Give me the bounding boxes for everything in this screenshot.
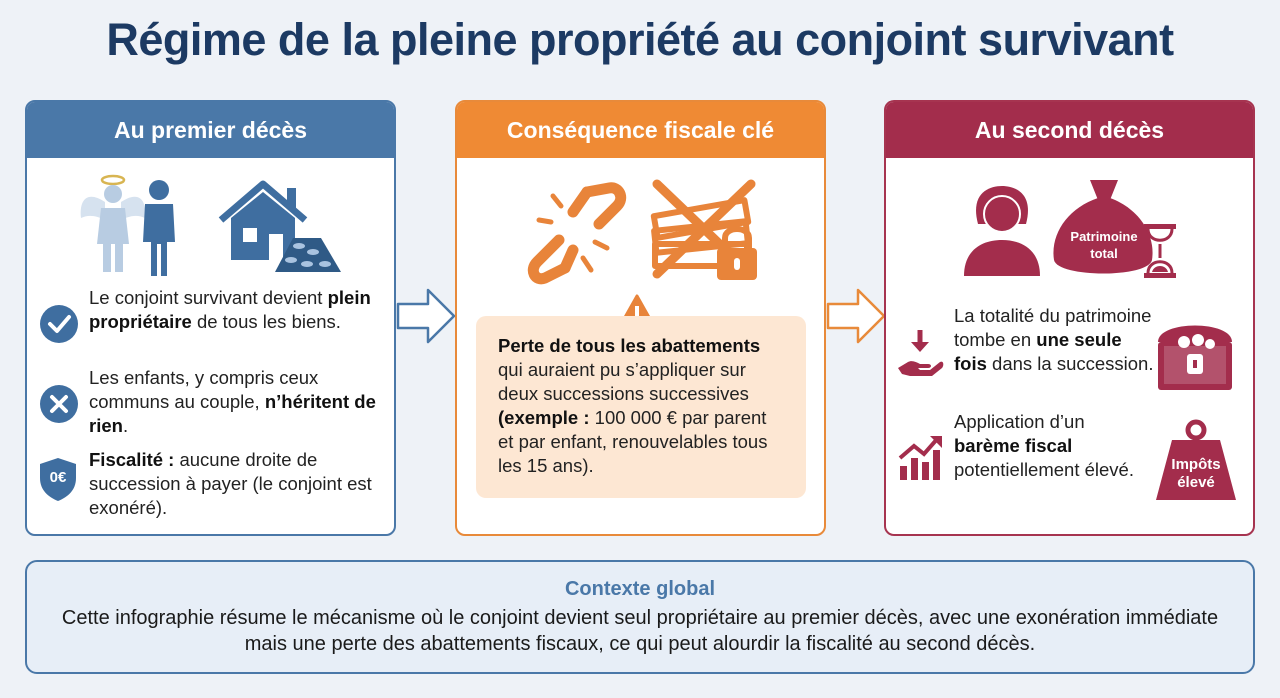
x-circle-icon [39, 384, 79, 424]
hourglass-icon [1142, 222, 1178, 280]
weight-label-2: élevé [1177, 474, 1215, 491]
page-title: Régime de la pleine propriété au conjoint survivant [106, 14, 1174, 65]
shield-label: 0€ [49, 469, 67, 486]
bag-label-2: total [1090, 246, 1118, 261]
shield-zero-euro-icon [38, 456, 78, 502]
first-death-item-3: Fiscalité : aucune droite de succession à payer (le conjoint est exonéré). [89, 449, 372, 518]
global-context-title: Contexte global [564, 578, 715, 600]
tax-warning-box [476, 316, 806, 498]
arrow-right-icon [396, 286, 458, 346]
first-death-item-2: Les enfants, y compris ceux communs au couple, n’héritent de rien. [89, 367, 376, 436]
card-first-death-header: Au premier décès [27, 102, 394, 158]
card-second-death-header: Au second décès [886, 102, 1253, 158]
global-context-text: Cette infographie résume le mécanisme où le conjoint devient seul propriétaire au premier décès, avec une exonération immédiate mais une perte des abattements fiscaux, ce qui peut alourdir la fiscalité au second décès. [61, 607, 1219, 655]
tax-warning-text: Perte de tous les abattements qui auraient pu s’appliquer sur deux successions successives (exemple : 100 000 € par parent et par enfant, renouvelables tous les 15 ans). [498, 335, 768, 476]
card-second-death [884, 100, 1255, 536]
second-death-item-2: Application d’un barème fiscal potentiellement élevé. [954, 411, 1134, 480]
hand-down-arrow-icon [896, 328, 944, 378]
weight-icon [1148, 418, 1244, 502]
woman-icon [960, 184, 1044, 278]
check-circle-icon [39, 304, 79, 344]
bar-chart-rising-icon [896, 432, 946, 482]
broken-chain-icon [513, 178, 633, 286]
global-context-box [25, 560, 1255, 674]
card-first-death [25, 100, 396, 536]
card-key-tax-consequence [455, 100, 826, 536]
card-key-tax-consequence-header: Conséquence fiscale clé [457, 102, 824, 158]
angel-couple-icon [77, 172, 197, 278]
first-death-item-1: Le conjoint survivant devient plein propriétaire de tous les biens. [89, 287, 371, 332]
house-gold-icon [217, 180, 347, 276]
crossed-money-lock-icon [647, 178, 767, 286]
arrow-right-icon [826, 286, 888, 346]
weight-label-1: Impôts [1171, 456, 1221, 473]
treasure-chest-icon [1154, 312, 1236, 394]
bag-label-1: Patrimoine [1070, 229, 1138, 244]
second-death-item-1: La totalité du patrimoine tombe en une seule fois dans la succession. [954, 305, 1154, 374]
